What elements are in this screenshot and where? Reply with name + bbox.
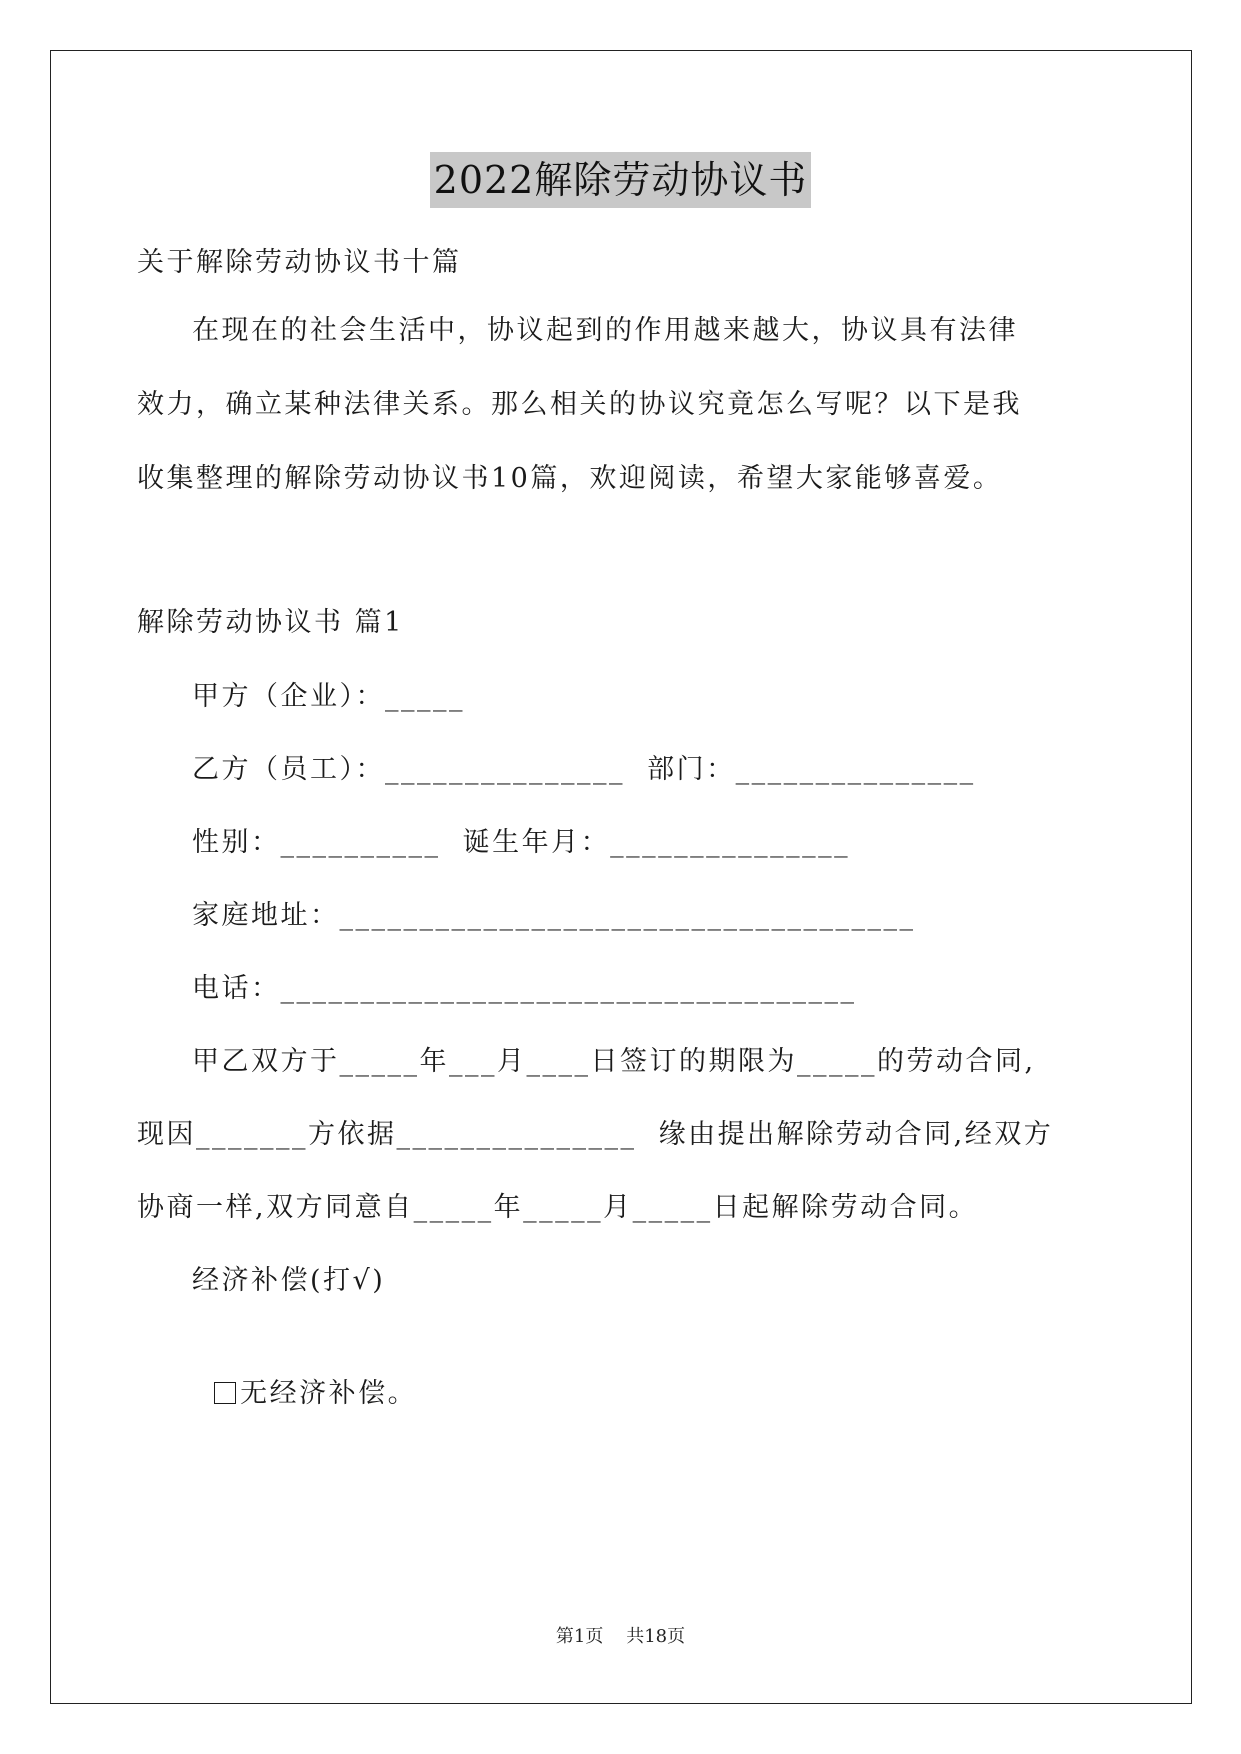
section-heading: 解除劳动协议书 篇1 xyxy=(137,607,404,638)
title-container xyxy=(0,152,1241,208)
field-party-a: 甲方（企业）：_____ xyxy=(192,681,465,712)
document-title: 2022解除劳动协议书 xyxy=(430,152,812,208)
field-address: 家庭地址：____________________________________ xyxy=(192,900,916,931)
option-no-compensation-label: 无经济补偿。 xyxy=(240,1378,418,1409)
page-footer xyxy=(0,1624,1241,1650)
document-subtitle: 关于解除劳动协议书十篇 xyxy=(137,247,462,278)
checkbox-icon xyxy=(214,1382,236,1404)
agreement-line-1: 甲乙双方于_____年___月____日签订的期限为_____的劳动合同, xyxy=(192,1046,1036,1077)
field-party-b-department: 乙方（员工）：_______________ 部门：_______________ xyxy=(192,754,976,785)
option-no-compensation xyxy=(192,1334,417,1414)
field-phone: 电话：____________________________________ xyxy=(192,973,857,1004)
agreement-line-3: 协商一样,双方同意自_____年_____月_____日起解除劳动合同。 xyxy=(137,1192,979,1223)
intro-line-3: 收集整理的解除劳动协议书10篇，欢迎阅读，希望大家能够喜爱。 xyxy=(137,463,1003,494)
compensation-heading: 经济补偿(打√) xyxy=(192,1265,386,1296)
intro-line-1: 在现在的社会生活中，协议起到的作用越来越大，协议具有法律 xyxy=(192,315,1018,346)
field-gender-birth: 性别：__________ 诞生年月：_______________ xyxy=(192,827,851,858)
intro-line-2: 效力，确立某种法律关系。那么相关的协议究竟怎么写呢？以下是我 xyxy=(137,389,1022,420)
page-number-current: 第1页 xyxy=(555,1626,604,1647)
page-number-total: 共18页 xyxy=(626,1626,686,1647)
page-border xyxy=(50,50,1192,1704)
agreement-line-2: 现因_______方依据_______________ 缘由提出解除劳动合同,经双方 xyxy=(137,1119,1054,1150)
